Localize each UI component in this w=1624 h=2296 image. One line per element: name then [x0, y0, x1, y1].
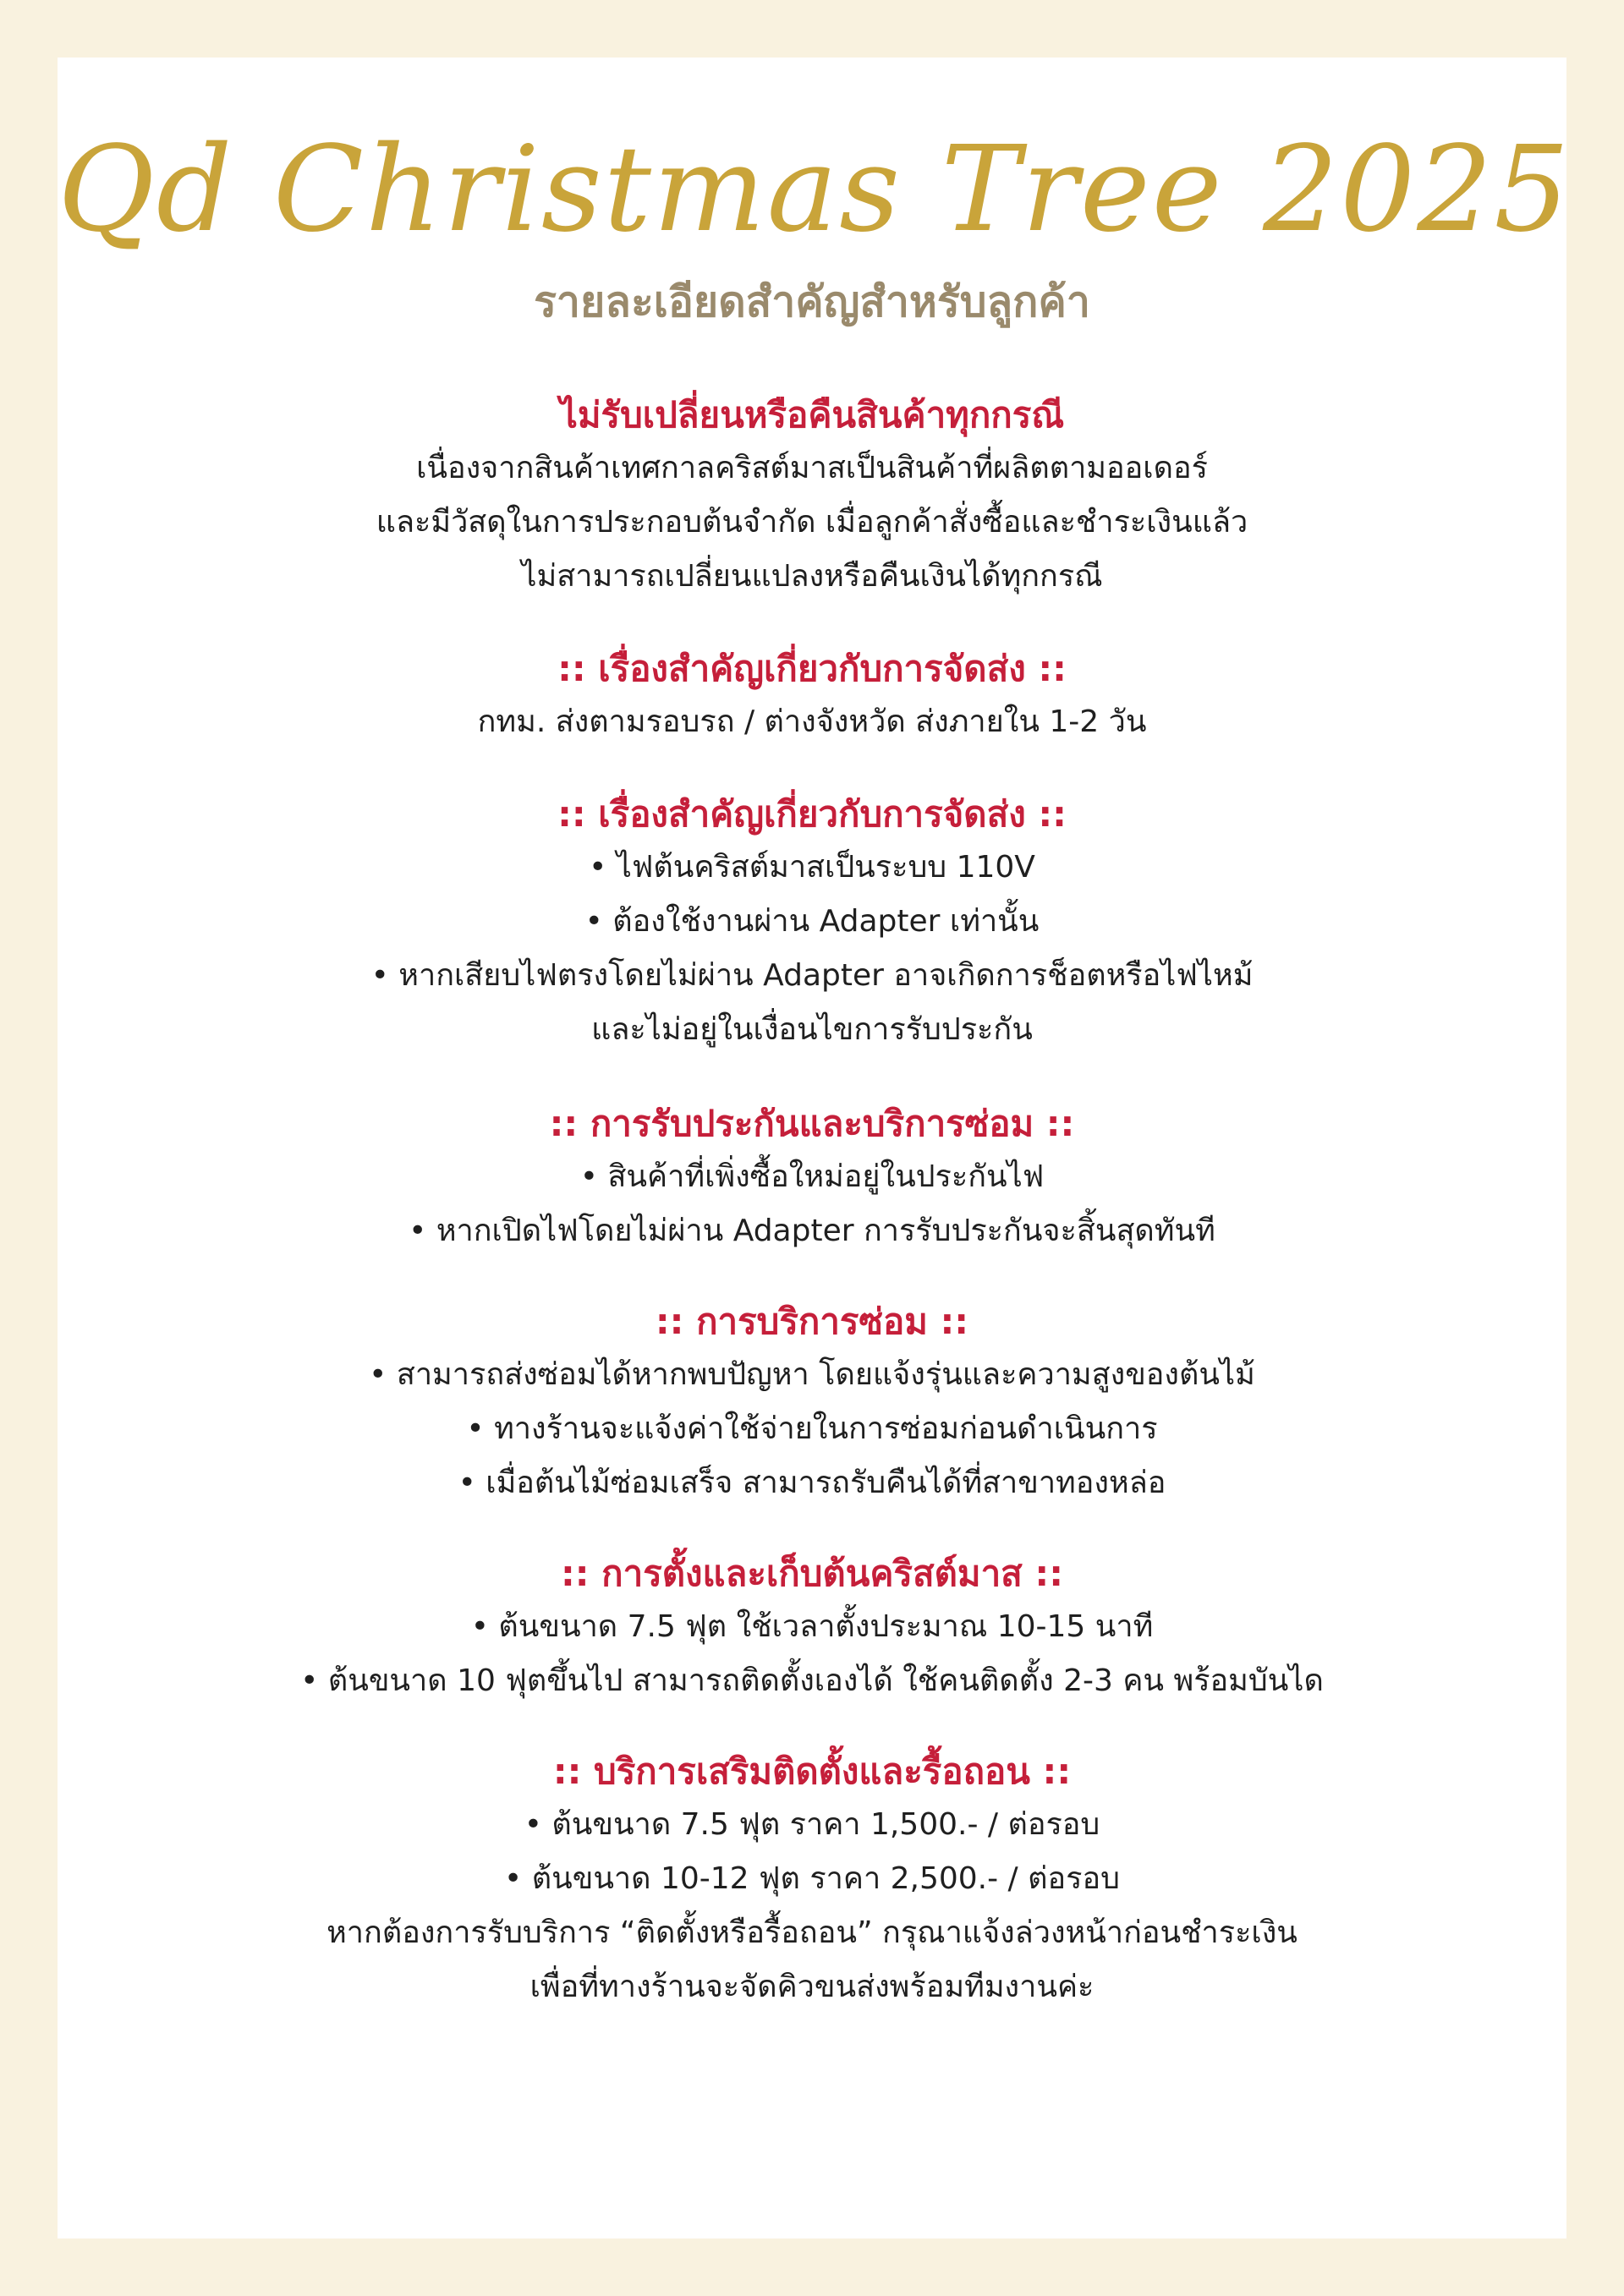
- section-line: ไม่สามารถเปลี่ยนแปลงหรือคืนเงินได้ทุกกรณี: [521, 559, 1103, 594]
- section-repair-service: [58, 1296, 1566, 1510]
- section-warranty: [58, 1098, 1566, 1258]
- section-heading: ไม่รับเปลี่ยนหรือคืนสินค้าทุกกรณี: [559, 394, 1065, 436]
- section-line: เนื่องจากสินค้าเทศกาลคริสต์มาสเป็นสินค้าที่ผลิตตามออเดอร์: [416, 451, 1208, 485]
- section-line: • ต้นขนาด 7.5 ฟุต ราคา 1,500.- / ต่อรอบ: [524, 1807, 1100, 1842]
- section-line: • ต้นขนาด 7.5 ฟุต ใช้เวลาตั้งประมาณ 10-15 นาที: [470, 1609, 1154, 1644]
- section-install-removal: [58, 1745, 1566, 2014]
- notice-card: [58, 58, 1572, 2238]
- section-line: • ต้นขนาด 10-12 ฟุต ราคา 2,500.- / ต่อรอบ: [504, 1861, 1120, 1896]
- section-line: กทม. ส่งตามรอบรถ / ต่างจังหวัด ส่งภายใน 1-2 วัน: [477, 704, 1147, 739]
- section-line: และมีวัสดุในการประกอบต้นจำกัด เมื่อลูกค้าสั่งซื้อและชำระเงินแล้ว: [376, 505, 1248, 540]
- section-electrical: [58, 788, 1566, 1057]
- section-line: • ทางร้านจะแจ้งค่าใช้จ่ายในการซ่อมก่อนดำเนินการ: [466, 1411, 1158, 1446]
- section-heading: :: เรื่องสำคัญเกี่ยวกับการจัดส่ง ::: [557, 648, 1067, 689]
- section-line: • หากเปิดไฟโดยไม่ผ่าน Adapter การรับประกันจะสิ้นสุดทันที: [409, 1214, 1215, 1248]
- section-line: • เมื่อต้นไม้ซ่อมเสร็จ สามารถรับคืนได้ที่สาขาทองหล่อ: [458, 1466, 1166, 1500]
- section-line: • สามารถส่งซ่อมได้หากพบปัญหา โดยแจ้งรุ่นและความสูงของต้นไม้: [369, 1357, 1255, 1392]
- section-heading: :: บริการเสริมติดตั้งและรื้อถอน ::: [552, 1751, 1072, 1792]
- section-line: • ไฟต้นคริสต์มาสเป็นระบบ 110V: [589, 850, 1035, 885]
- section-line: • สินค้าที่เพิ่งซื้อใหม่อยู่ในประกันไฟ: [579, 1159, 1045, 1194]
- section-line: เพื่อที่ทางร้านจะจัดคิวขนส่งพร้อมทีมงานค่ะ: [529, 1970, 1095, 2004]
- section-line: และไม่อยู่ในเงื่อนไขการรับประกัน: [591, 1012, 1033, 1047]
- section-line: หากต้องการรับบริการ “ติดตั้งหรือรื้อถอน” กรุณาแจ้งล่วงหน้าก่อนชำระเงิน: [326, 1915, 1298, 1950]
- page-subtitle: รายละเอียดสำคัญสำหรับลูกค้า: [534, 277, 1090, 326]
- page-title: Qd Christmas Tree 2025: [58, 121, 1572, 259]
- section-heading: :: การตั้งและเก็บต้นคริสต์มาส ::: [560, 1553, 1064, 1594]
- section-delivery: [58, 643, 1566, 749]
- section-heading: :: การรับประกันและบริการซ่อม ::: [549, 1103, 1075, 1144]
- section-line: • ต้นขนาด 10 ฟุตขึ้นไป สามารถติดตั้งเองได้ ใช้คนติดตั้ง 2-3 คน พร้อมบันได: [300, 1663, 1324, 1698]
- section-heading: :: การบริการซ่อม ::: [655, 1301, 969, 1342]
- section-heading: :: เรื่องสำคัญเกี่ยวกับการจัดส่ง ::: [557, 793, 1067, 835]
- section-line: • หากเสียบไฟตรงโดยไม่ผ่าน Adapter อาจเกิดการช็อตหรือไฟไหม้: [370, 958, 1254, 993]
- section-line: • ต้องใช้งานผ่าน Adapter เท่านั้น: [584, 904, 1040, 939]
- section-setup-storage: [58, 1548, 1566, 1708]
- section-no-return: [58, 389, 1566, 604]
